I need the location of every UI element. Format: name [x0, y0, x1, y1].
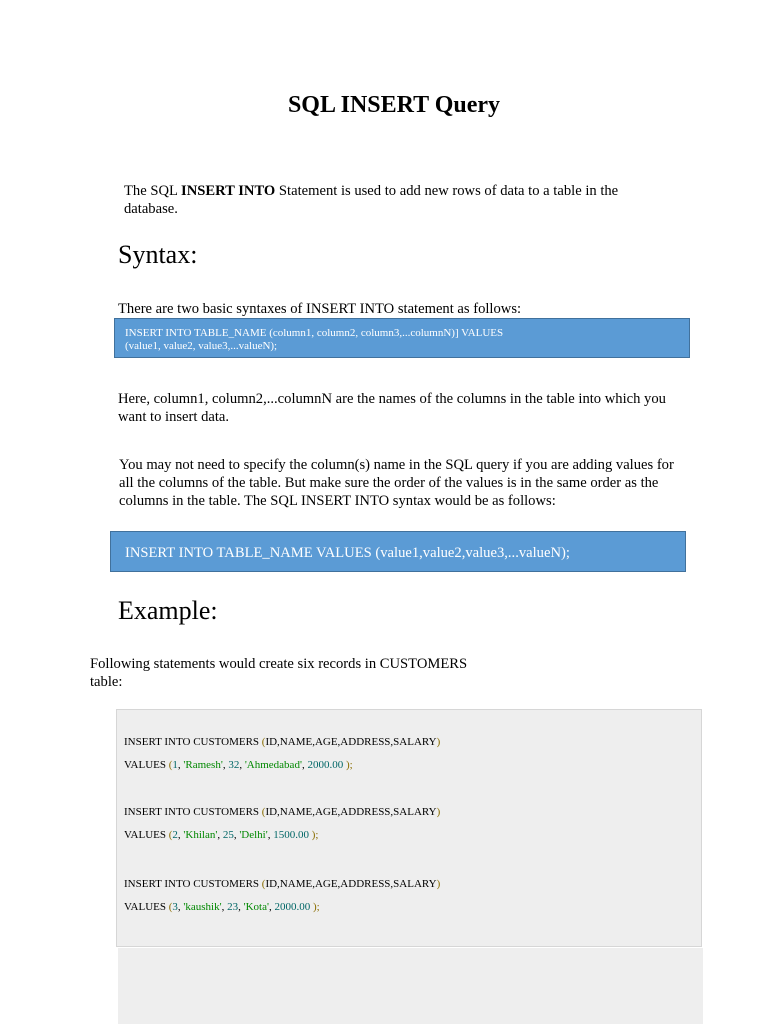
example-heading: Example: [118, 596, 218, 625]
value-address: 'Ahmedabad' [244, 759, 302, 771]
values-keyword: VALUES [124, 901, 169, 913]
insert-keyword: INSERT INTO CUSTOMERS [124, 878, 262, 890]
intro-prefix: The SQL [124, 183, 182, 199]
insert-line-2 [124, 806, 440, 819]
intro-suffix: Statement is used to add new rows of data to a table in the database. [124, 183, 619, 217]
value-age: 32 [228, 759, 240, 771]
column-list: ID,NAME,AGE,ADDRESS,SALARY [265, 878, 437, 890]
values-keyword: VALUES [124, 829, 169, 841]
syntax-explanation-1: Here, column1, column2,...columnN are the names of the columns in the table into which you want to insert data. [118, 391, 666, 425]
paren-open: ( [261, 736, 266, 748]
paren-open: ( [168, 829, 173, 841]
syntax-code-box-1 [114, 318, 690, 358]
value-id: 3 [172, 901, 178, 913]
value-salary: 2000.00 [274, 901, 311, 913]
value-name: 'Khilan' [183, 829, 218, 841]
value-address: 'Kota' [243, 901, 269, 913]
paren-close: ) [436, 878, 441, 890]
syntax-code-2: INSERT INTO TABLE_NAME VALUES (value1,value2,value3,...valueN); [125, 545, 570, 561]
values-line-3: VALUES (3, 'kaushik', 23, 'Kota', 2000.00 ); [124, 901, 320, 913]
value-age: 25 [222, 829, 234, 841]
syntax-explanation-2: You may not need to specify the column(s) name in the SQL query if you are adding values for all the columns of the table. But make sure the order of the values is in the same order as the columns in the table. The SQL INSERT INTO syntax would be as follows: [119, 457, 674, 509]
insert-keyword: INSERT INTO CUSTOMERS [124, 806, 262, 818]
values-line-2: VALUES (2, 'Khilan', 25, 'Delhi', 1500.00 ); [124, 829, 319, 841]
column-list: ID,NAME,AGE,ADDRESS,SALARY [265, 736, 437, 748]
value-address: 'Delhi' [239, 829, 268, 841]
paren-close: ); [343, 759, 353, 771]
insert-keyword: INSERT INTO CUSTOMERS [124, 736, 262, 748]
insert-line-3 [124, 878, 440, 891]
intro-keyword: INSERT INTO [181, 183, 276, 199]
syntax-code-1-line-1: INSERT INTO TABLE_NAME (column1, column2, column3,...columnN)] VALUES [125, 327, 504, 339]
syntax-code-1-line-2: (value1, value2, value3,...valueN); [125, 340, 278, 352]
paren-close: ); [310, 901, 320, 913]
value-name: 'kaushik' [183, 901, 222, 913]
intro-paragraph [124, 182, 654, 218]
paren-close: ); [308, 829, 319, 841]
paren-close: ) [436, 806, 441, 818]
value-age: 23 [227, 901, 239, 913]
insert-line-1 [124, 736, 440, 749]
paren-open: ( [261, 806, 266, 818]
syntax-heading: Syntax: [118, 240, 198, 269]
paren-open: ( [168, 901, 173, 913]
value-name: 'Ramesh' [183, 759, 223, 771]
values-line-1: VALUES (1, 'Ramesh', 32, 'Ahmedabad', 2000.00 ); [124, 759, 353, 771]
syntax-lead: There are two basic syntaxes of INSERT INTO statement as follows: [118, 301, 522, 317]
values-keyword: VALUES [124, 759, 169, 771]
syntax-code-box-2 [110, 531, 686, 572]
column-list: ID,NAME,AGE,ADDRESS,SALARY [265, 806, 437, 818]
value-salary: 2000.00 [307, 759, 344, 771]
value-id: 1 [172, 759, 178, 771]
paren-open: ( [261, 878, 266, 890]
value-salary: 1500.00 [273, 829, 309, 841]
paren-open: ( [168, 759, 173, 771]
paren-close: ) [436, 736, 441, 748]
example-lead: Following statements would create six records in CUSTOMERS table: [90, 656, 468, 690]
example-code-panel-continuation [118, 948, 703, 1024]
value-id: 2 [172, 829, 178, 841]
page-title: SQL INSERT Query [287, 92, 501, 118]
